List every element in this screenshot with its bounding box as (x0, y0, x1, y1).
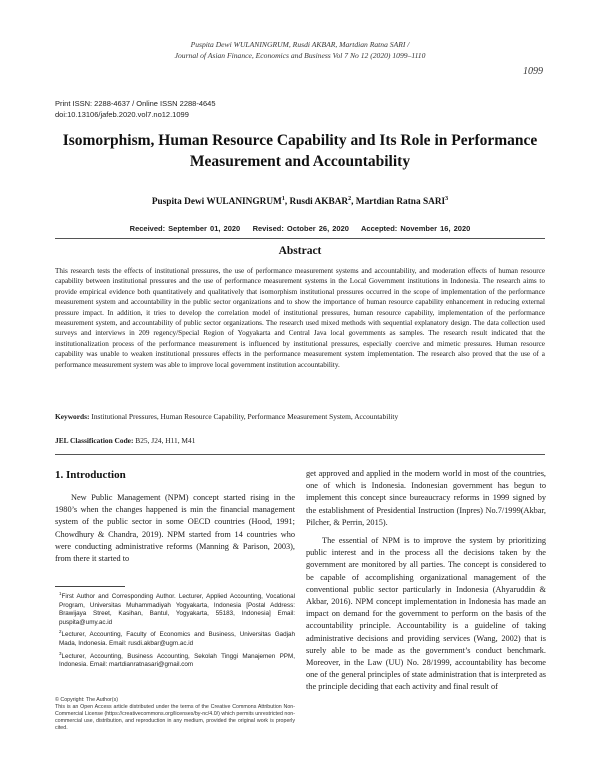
footnotes (55, 590, 295, 671)
author-list: Puspita Dewi WULANINGRUM$^1$, Rusdi AKBAR$^2$, Martdian Ratna SARI$^3$ (151, 196, 449, 208)
author-name: Puspita Dewi WULANINGRUM (151, 197, 282, 208)
running-head-journal: Journal of Asian Finance, Economics and Business Vol 7 No 12 (2020) 1099–1110 (174, 50, 426, 60)
footnote-text: Lecturer, Accounting, Business Accounting, Sekolah Tinggi Manajemen PPM, Indonesia. Email: martdianratnasari@gmail.com (59, 652, 295, 669)
footnote-text: Lecturer, Accounting, Faculty of Economics and Business, Universitas Gadjah Mada, Indonesia. Email: rusdi.akbar@ugm.ac.id (59, 631, 295, 648)
issn-block (55, 99, 216, 120)
right-column (306, 468, 546, 694)
author-affiliation-mark: 3 (445, 196, 449, 202)
submission-dates (40, 224, 560, 233)
doi-line[interactable]: doi:10.13106/jafeb.2020.vol7.no12.1099 (55, 109, 189, 119)
author-affiliation-mark: 2 (348, 196, 352, 202)
body-paragraph: New Public Management (NPM) concept started rising in the 1980’s when the changes happened is min the financial management system of the public sector in some OECD countries (Hood, 1991; Chowdhury & Chandra, 2019). NPM started from 14 countries who were conducting administrative reforms (Manning & Parison, 2003), from there it started to (55, 493, 295, 564)
running-head (100, 40, 500, 61)
footnote-mark: 3 (59, 650, 62, 656)
keywords-label: Keywords: (55, 412, 90, 421)
jel-classification (55, 436, 545, 445)
keywords-text: Institutional Pressures, Human Resource Capability, Performance Measurement System, Accountability (91, 412, 399, 421)
body-paragraph: get approved and applied in the modern world in most of the countries, one of which is Indonesia. Indonesian government has begun to implement this concept since bureaucracy reforms in 1999 signed by the establishment of Presidential Instruction (Inpres) No.7/1999(Akbar, Pilcher, & Perrin, 2015). (306, 469, 546, 527)
footnote-mark: 2 (59, 629, 62, 635)
issn-line: Print ISSN: 2288-4637 / Online ISSN 2288-4645 (55, 99, 216, 108)
author-affiliation-mark: 1 (281, 196, 285, 202)
license-text: This is an Open Access article distributed under the terms of the Creative Commons Attribution Non-Commercial License (https://creativecommons.org/licenses/by-nc/4.0/) which permits unrestricted non-commercial use, distribution, and reproduction in any medium, provided the original work is properly cited. (55, 703, 295, 731)
body-paragraph: The essential of NPM is to improve the system by prioritizing public interest and in the process all the decisions taken by the government are monitored by all parties. The concept is considered to be capable of accomplishing organizational management of the conventional public sector particularly in Indonesia (Ahyaruddin & Akbar, 2016). NPM concept implementation in Indonesia has made an impact on demand for the government to perform on the basis of the accountability principle. Accountability is a guideline of taking administrative decisions and providing services (Wang, 2002) that is surely able to be made as the government’s conduct benchmark. Moreover, in the Law (UU) No. 28/1999, accountability has become one of the general principles of state administration that is interpreted as the principle deciding that each activity and final result of (306, 536, 546, 692)
abstract-text: This research tests the effects of institutional pressures, the use of performance measurement systems and accountability, and moderation effects of human resource capability between institutional pressures and the use of performance measurement systems in the Local Government institutions in Indonesia. The research aims to provide empirical evidence both quantitatively and qualitatively that isomorphism institutional pressures occurred in the scope of implementation of the performance measurement system and accountability in the public sector organizations and to show the importance of human resource capability enhancement in reducing external pressure impact. In addition, it tries to develop the correlation model of institutional pressures, human resource capability, implementation of the performance measurement system, and accountability of public sector organizations. The research used mixed methods with sequential explanatory design. The data collection used surveys and interviews in 209 regency/Special Region of Yogyakarta and Central Java local governments as samples. The research result indicated that the institutionalization process of the performance measurement is influenced by institutional pressures, especially coercive and mimetic pressures. Human resource capability was unable to weaken institutional pressures effects in the performance measurement system implementation. The research also proved that the use of a performance measurement system was able to improve local government institution accountability. (55, 267, 545, 369)
page-number: 1099 (523, 66, 543, 77)
left-column (55, 492, 295, 565)
footnote (55, 628, 295, 648)
section-heading-introduction: 1. Introduction (55, 469, 126, 481)
footnote-mark: 1 (59, 591, 62, 596)
copyright-line: © Copyright: The Author(s) (55, 697, 118, 703)
divider-top (55, 238, 545, 239)
footnote-text: First Author and Corresponding Author. Lecturer, Applied Accounting, Vocational Program, Universitas Muhammadiyah Yogyakarta, Indonesia [Postal Address: Brawijaya Street, Kasihan, Bantul, Yogyakarta, 55183, Indonesia] Email: puspita@umy.ac.id (59, 593, 295, 626)
revised-date: Revised: October 26, 2020 (252, 224, 349, 233)
author-name: Rusdi AKBAR (289, 197, 349, 208)
accepted-date: Accepted: November 16, 2020 (361, 224, 471, 233)
running-head-authors: Puspita Dewi WULANINGRUM, Rusdi AKBAR, Martdian Ratna SARI / (190, 40, 410, 49)
paper-title: Isomorphism, Human Resource Capability and Its Role in Performance Measurement and Accountability (62, 132, 538, 170)
abstract-heading: Abstract (278, 245, 322, 257)
jel-text: B25, J24, H11, M41 (135, 436, 196, 445)
received-date: Received: September 01, 2020 (129, 224, 241, 233)
jel-label: JEL Classification Code: (55, 436, 134, 445)
keywords (55, 412, 545, 421)
footnote-divider (55, 586, 125, 587)
divider-bottom (55, 454, 545, 455)
author-name: Martdian Ratna SARI (355, 197, 446, 208)
license-notice (55, 697, 295, 732)
footnote (55, 590, 295, 627)
footnote (55, 650, 295, 670)
